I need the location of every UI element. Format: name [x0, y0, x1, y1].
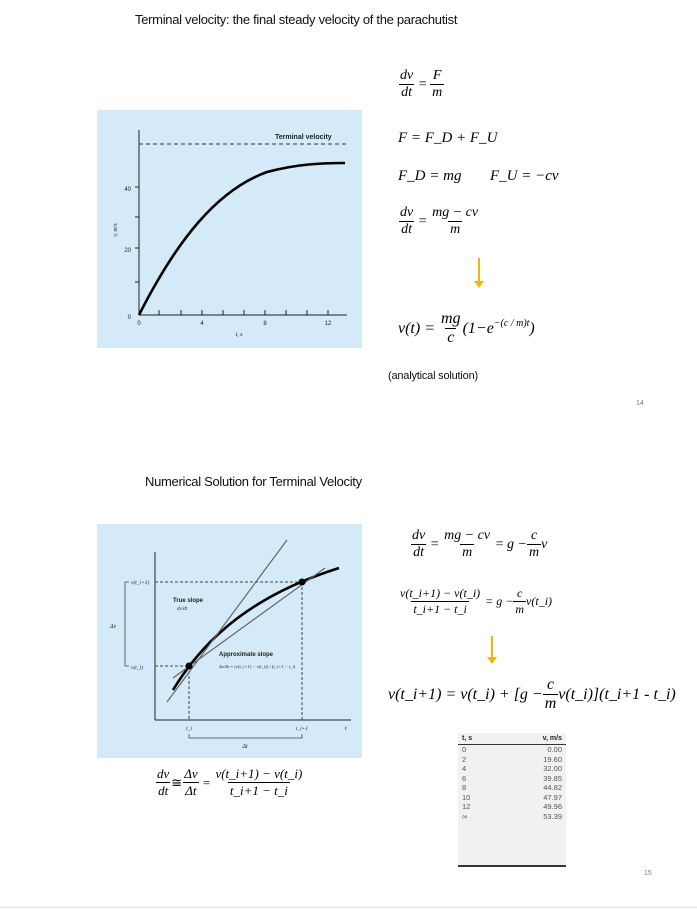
x-tick-4: 4 [200, 321, 204, 327]
point-ti [186, 663, 193, 670]
page-number-15: 15 [644, 870, 652, 877]
label-delta-t: Δt [242, 744, 248, 750]
terminal-velocity-annotation: Terminal velocity [275, 134, 332, 141]
y-tick-40: 40 [124, 187, 131, 193]
numerical-slope-figure [97, 524, 362, 758]
eq-newton: $\frac{dv}{dt}$ = $\frac{F}{m}$ [400, 68, 443, 100]
table-row: 2 19.60 [462, 754, 562, 764]
bottom-divider [0, 907, 697, 908]
approx-slope-label: Approximate slope [219, 652, 274, 658]
table-row: 12 49.96 [462, 802, 562, 811]
true-slope-sub: dv/dt [177, 607, 187, 612]
eq-ode: $\frac{dv}{dt}$ = $\frac{mg - cv}{m}$ [400, 205, 479, 237]
x-tick-0: 0 [137, 321, 141, 327]
label-v-ti: v(t_i) [131, 665, 143, 671]
eq-euler: v(t_i+1) = v(t_i) + [g − $\frac{c}{m}$ v(t_i)](t_i+1 - t_i) [388, 676, 676, 712]
terminal-velocity-plot [97, 110, 362, 348]
table-header-v: v, m/s [501, 733, 566, 745]
x-tick-8: 8 [263, 321, 267, 327]
analytical-solution-label: (analytical solution) [388, 370, 478, 382]
y-tick-20: 20 [124, 248, 131, 254]
eq-ode-2: $\frac{dv}{dt}$ = $\frac{mg - cv}{m}$ = g − $\frac{c}{m}$ v [412, 528, 548, 560]
approx-slope-formula: Δv/Δt = (v(t_i+1) − v(t_i)) / (t_i+1 − t_i) [219, 664, 296, 669]
solution-curve [173, 568, 339, 690]
slope-diagram-svg [97, 524, 362, 758]
table-header-t: t, s [458, 733, 501, 745]
velocity-curve [139, 163, 345, 315]
table-row: 6 39.85 [462, 773, 562, 783]
page-number-14: 14 [636, 400, 644, 407]
label-ti: t_i [186, 726, 192, 732]
table-row: 4 32.00 [462, 764, 562, 773]
velocity-chart-svg [97, 110, 362, 348]
slide1-title: Terminal velocity: the final steady velocity of the parachutist [135, 12, 458, 27]
eq-drag-force: F_D = mg [398, 168, 462, 184]
table-row: 10 47.97 [462, 792, 562, 802]
label-ti1: t_i+1 [295, 726, 309, 732]
x-tick-12: 12 [324, 321, 332, 327]
label-t-axis: t [345, 726, 347, 732]
y-axis-label: v, m/s [113, 223, 119, 237]
slide2-title: Numerical Solution for Terminal Velocity [145, 474, 362, 489]
eq-approx-derivative: $\frac{dv}{dt}$ ≅ $\frac{\Delta v}{\Delta t}$ = $\frac{v(t\_i+1) - v(t\_i)}{t\_i+1 - t\_i}$ [157, 766, 303, 798]
label-delta-v: Δv [110, 624, 117, 630]
table-row: ∞ 53.39 [462, 811, 562, 821]
eq-force-sum: F = F_D + F_U [398, 130, 498, 146]
down-arrow-icon-2 [491, 636, 493, 658]
x-axis-label: t, s [235, 332, 243, 338]
label-v-ti1: v(t_i+1) [131, 580, 150, 586]
eq-analytical-solution: v(t) = $\frac{mg}{c}$ (1−e $^{-(c / m)t}$ ) [398, 310, 535, 346]
eq-resist-force: F_U = −cv [490, 168, 559, 184]
eq-discrete: $\frac{v(t\_i+1) - v(t\_i)}{t\_i+1 - t\_i}$ = g − $\frac{c}{m}$ v(t_i) [400, 586, 553, 616]
table-row: 0 0.00 [462, 745, 562, 754]
true-slope-line [167, 540, 287, 702]
point-ti1 [299, 579, 306, 586]
velocity-table [458, 733, 566, 867]
table-row: 8 44.82 [462, 783, 562, 792]
y-tick-0: 0 [127, 315, 131, 321]
true-slope-label: True slope [173, 598, 204, 604]
down-arrow-icon [478, 258, 480, 282]
